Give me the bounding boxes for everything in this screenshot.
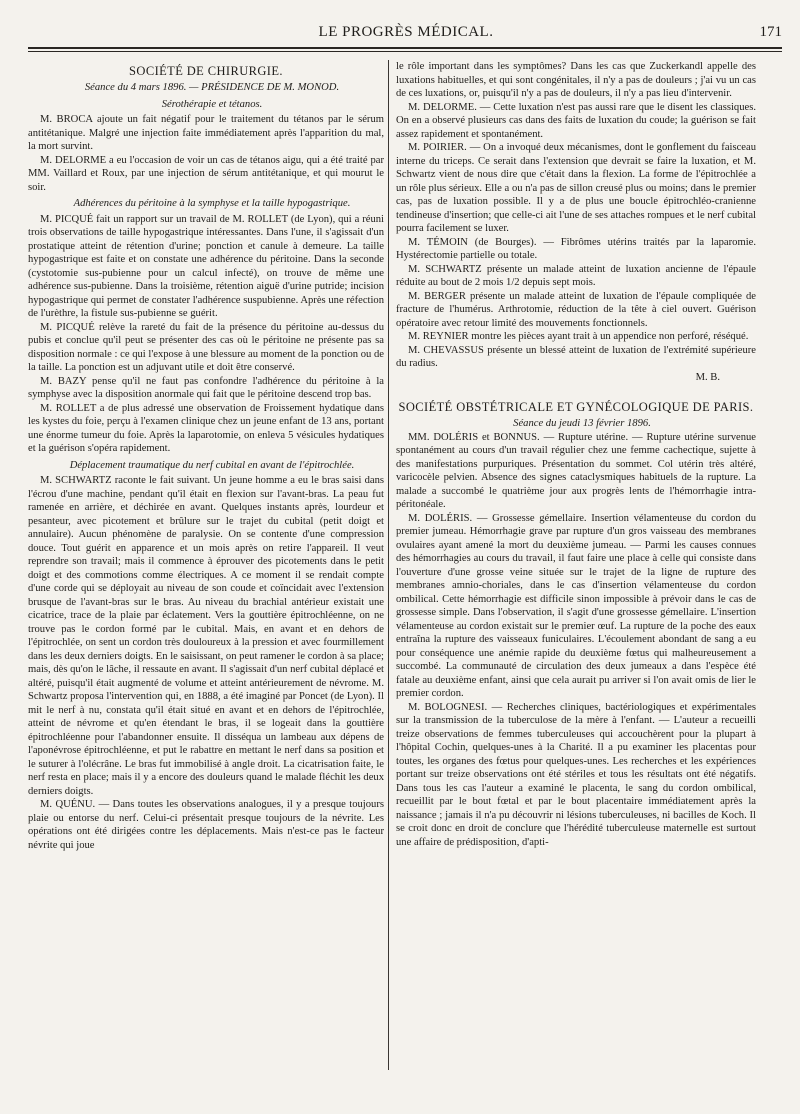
paragraph: M. ROLLET a de plus adressé une observation de Froissement hydatique dans les kystes du foie, perçu à l'examen clinique chez un jeune enfant de 13 ans, portant une énorme tumeur du foie. Après la laparotomie, on enleva 5 vésicules hydatiques et la guérison s'opéra rapidement.: [28, 402, 384, 454]
page-number: 171: [759, 24, 782, 40]
paragraph: M. QUÉNU. — Dans toutes les observations analogues, il y a presque toujours plaie ou entorse du nerf. Celui-ci présentait presque toujours de la névrite. Les opérations ont été dirigées contre les déplacements. Mais n'est-ce pas le facteur névrite qui joue: [28, 799, 384, 851]
paragraph: M. CHEVASSUS présente un blessé atteint de luxation de l'extrémité supérieure du radius.: [396, 344, 756, 369]
session-line: Séance du jeudi 13 février 1896.: [513, 418, 651, 429]
running-head: LE PROGRÈS MÉDICAL.: [318, 24, 494, 40]
column-divider: [388, 60, 389, 1070]
paragraph: M. PICQUÉ fait un rapport sur un travail de M. ROLLET (de Lyon), qui a réuni trois observations de taille hypogastrique intéressantes. Dans l'une, il s'agissait d'un prostatique atteint de rétention d'urine; ponction et canule à demeure. La taille hypogastrique est faite et on constate une adhérence du péritoine. Dans la seconde (cystotomie sus-pubienne pour un calcul infecté), on trouve de même une adhérence sus-pubienne. Dans la troisième, rétention aiguë d'urine putride; incision hypogastrique qui permet de constater l'adhérence suspubienne. Après une réfection de l'urèthre, la fistule sus-pubienne se guérit.: [28, 213, 384, 319]
paragraph: M. DELORME. — Cette luxation n'est pas aussi rare que le disent les classiques. On en a observé plusieurs cas dans des faits de luxation du coude; la guérison se fait assez rapidement et spontanément.: [396, 101, 756, 140]
paragraph: le rôle important dans les symptômes? Dans les cas que Zuckerkandl appelle des luxations habituelles, et qui sont congénitales, il n'y a pas de douleurs ; j'ai vu un cas de ces luxations, or, puisqu'il n'y a pas de douleurs, il n'y a pas lieu d'intervenir.: [396, 61, 756, 99]
page-header: [30, 24, 782, 46]
paragraph: M. REYNIER montre les pièces ayant trait à un appendice non perforé, réséqué.: [408, 331, 749, 342]
right-column: [396, 60, 756, 849]
paragraph: M. BOLOGNESI. — Recherches cliniques, bactériologiques et expérimentales sur la transmission de la tuberculose de la mère à l'enfant. — L'auteur a recueilli treize observations de femmes tuberculeuses qui accouchèrent pour la plupart à l'hôpital Cochin, quelques-unes à la Charité. Il a pu examiner les placentas pour toutes, les organes des fœtus pour quelques-unes. Les recherches et les expériences portant sur treize observations ont été stériles et tous les résultats ont été négatifs. Dans tous les cas l'auteur a examiné le placenta, le sang du cordon ombilical, recueillit par le bout fœtal et par le bout placentaire immédiatement après la naissance ; jamais il n'a pu découvrir ni lésions tuberculeuses, ni bacilles de Koch. Il se croit donc en droit de conclure que l'hérédité tuberculeuse maternelle est surtout une affaire de prédisposition, d'apti-: [396, 701, 756, 848]
paragraph: M. DOLÉRIS. — Grossesse gémellaire. Insertion vélamenteuse du cordon du premier jumeau. Hémorrhagie grave par rupture d'un gros vaisseau des membranes ovulaires ayant amené la mort du deuxième jumeau. — Parmi les causes connues des hémorrhagies au cours du travail, il faut faire une place à celle qui consiste dans l'ouverture d'une grosse veine située sur le trajet de la ligne de rupture des membranes amnio-choriales, dans le cas d'insertion vélamenteuse du cordon ombilical. Cette hémorrhagie est difficile sinon impossible à prévoir dans le cas de grossesse simple. Dans l'observation, il s'agit d'une grossesse gémellaire. L'insertion vélamenteuse au cordon existait sur le premier œuf. La rupture de la poche des eaux entraîna la rupture des vaisseaux funiculaires. L'écoulement abondant de sang a eu pour conséquence une anémie rapide du deuxième fœtus qui malheureusement a succombé. La communauté de circulation des deux jumeaux a dans l'espèce été fatale au deuxième enfant, ainsi que cela aurait pu arriver si l'on avait omis de lier le premier cordon.: [396, 512, 756, 699]
paragraph: M. BROCA ajoute un fait négatif pour le traitement du tétanos par le sérum antitétanique. Malgré une injection faite immédiatement après l'apparition du mal, la mort survint.: [28, 114, 384, 152]
section-spacer: [396, 384, 756, 396]
header-rule: [28, 47, 782, 49]
society-title-chirurgie: SOCIÉTÉ DE CHIRURGIE.: [129, 64, 283, 78]
paragraph: M. SCHWARTZ raconte le fait suivant. Un jeune homme a eu le bras saisi dans l'écrou d'une machine, pendant qu'il était en flexion sur l'avant-bras. La peau fut ramenée en arrière, et déchirée en avant. Quelques instants après, lourdeur et pesanteur, avec picotement et brûlure sur le trajet du cubital (petit doigt et annulaire). Aucun phénomène de paralysie. On se contente d'une compression douce. Tout guérit en apparence et un mois après on retire l'appareil. Il veut reprendre son travail; mais il commence à éprouver des picotements dans le petit doigt et des commotions comme électriques. A ce moment il se rendait compte d'une corde qui se déployait au niveau de son coude et coïncidait avec l'extension brusque de l'avant-bras sur le bras. Au niveau du brachial antérieur existait une cicatrice, trace de la plaie par éclatement. Vers la gouttière épitrochléenne, on ne trouve pas le cordon formé par le cubital. Mais, en avant et en dehors de l'épitrochlée, on sent un cordon très douloureux à la pression et avec fourmillement dans les deux derniers doigts. En le saisissant, on peut ramener le cordon à sa place; mais, dès qu'on le lâche, il ressaute en avant. Il s'agissait d'un nerf cubital déplacé et altéré, puisqu'il était augmenté de volume et atteint antérieurement de névrome. M. Schwartz proposa l'intervention qui, en 1888, a été imaginé par Poncet (de Lyon). Il mit le nerf à nu, constata qu'il était situé en avant et en dehors de l'épitrochlée, atteint de névrome et qu'en étendant le bras, il se logeait dans la gouttière épitrochléenne pour l'abandonner ensuite. Il disséqua un lambeau aux dépens de l'aponévrose épitrochléenne, et put le rabattre en mettant le nerf dans sa position et le suturer à l'olécrâne. Le bras fut immobilisé à angle droit. La cicatrisation faite, le nerf resta en place; mais il y a encore des douleurs quand le malade fléchit les deux derniers doigts.: [28, 475, 384, 797]
section-heading: Déplacement traumatique du nerf cubital en avant de l'épitrochlée.: [69, 459, 355, 471]
paragraph: M. BERGER présente un malade atteint de luxation de l'épaule compliquée de fracture de l'humérus. Arthrotomie, réduction de la tête à ciel ouvert. Guérison opératoire avec retour limité des mouvements fonctionnels.: [396, 290, 756, 329]
session-line: Séance du 4 mars 1896. — PRÉSIDENCE DE M. MONOD.: [84, 82, 340, 93]
paragraph: M. DELORME a eu l'occasion de voir un cas de tétanos aigu, qui a été traité par MM. Vaillard et Roux, par une injection de sérum antitétanique, et qui mourut le soir.: [28, 154, 384, 193]
paragraph: M. TÉMOIN (de Bourges). — Fibrômes utérins traités par la laparomie. Hystérectomie partielle ou totale.: [396, 236, 756, 261]
paragraph: M. BAZY pense qu'il ne faut pas confondre l'adhérence du péritoine à la symphyse avec la disposition anormale qui fait que le péritoine descend trop bas.: [28, 375, 384, 400]
left-column: [28, 60, 384, 852]
signature: M. B.: [695, 371, 720, 383]
paragraph: MM. DOLÉRIS et BONNUS. — Rupture utérine. — Rupture utérine survenue spontanément au cours d'un travail régulier chez une femme cachectique, sujette à des manifestations purpuriques. Présentation du sommet. Col utérin très altéré, varicocèle pelvien. Absence des signes cataclysmiques habituels de la rupture. La malade a succombé le quatrième jour aux progrès lents de l'hémorrhagie intra-péritonéale.: [396, 431, 756, 510]
header-rule-thin: [28, 51, 782, 52]
section-heading: Adhérences du péritoine à la symphyse et la taille hypogastrique.: [73, 198, 351, 209]
section-heading: Sérothérapie et tétanos.: [161, 98, 263, 110]
paragraph: M. POIRIER. — On a invoqué deux mécanismes, dont le gonflement du faisceau interne du triceps. Ce serait dans l'extension que devrait se faire la luxation, et M. Schwartz vient de nous dire que c'était dans la flexion. La forme de l'épitrochlée a un rôle plus sérieux. Elle a ou n'a pas de sillon creusé plus ou moins; dans le premier cas, pas de luxation possible. Il y a de plus une boucle épitrochléo-cranienne tendineuse d'insertion; que celle-ci ait l'une de ses attaches rompues et le nerf cubital pourra facilement se luxer.: [396, 142, 756, 234]
society-title-obstetricale: SOCIÉTÉ OBSTÉTRICALE ET GYNÉCOLOGIQUE DE PARIS.: [398, 400, 754, 414]
paragraph: M. PICQUÉ relève la rareté du fait de la présence du péritoine au-dessus du pubis et conclue qu'il peut se présenter des cas où le péritoine ne présente pas sa disposition normale : ce qui l'expose à une blessure au moment de la ponction ou de la taille. La ponction est un adjuvant utile et doit être conservé.: [28, 321, 384, 373]
paragraph: M. SCHWARTZ présente un malade atteint de luxation ancienne de l'épaule réduite au bout de 2 mois 1/2 depuis sept mois.: [396, 263, 756, 288]
